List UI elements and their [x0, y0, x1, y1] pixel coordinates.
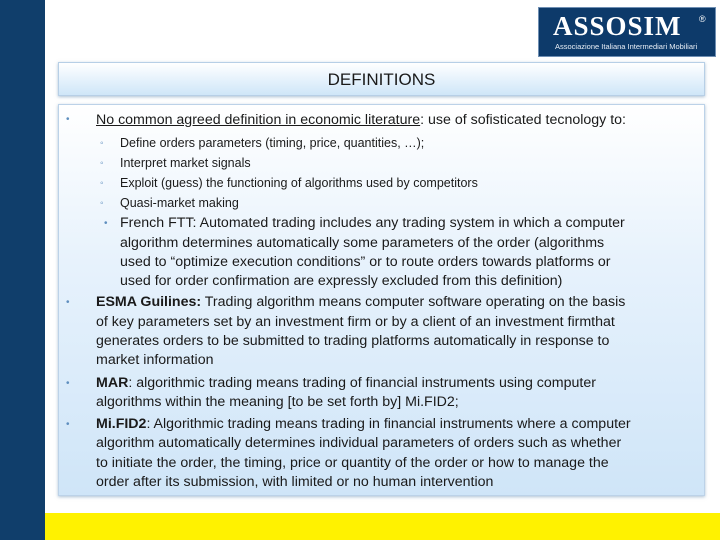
bullet-icon: • — [66, 114, 70, 125]
french-ftt-line — [120, 215, 625, 231]
intro-underlined: No common agreed definition in economic literature — [96, 112, 421, 128]
logo-registered-mark: ® — [699, 14, 706, 24]
intro-rest: : use of sofisticated tecnology to: — [420, 112, 626, 128]
mifid2-text: algorithm automatically determines individual parameters of orders such as whether — [96, 435, 622, 451]
sub-bullet-icon: ◦ — [100, 178, 104, 189]
logo-tagline: Associazione Italiana Intermediari Mobiliari — [555, 42, 698, 51]
french-ftt-text: used for order confirmation are expressly excluded from this definition) — [120, 273, 563, 289]
french-ftt-text: used to “optimize execution conditions” or to route orders towards platforms or — [120, 254, 611, 270]
sub-item: Interpret market signals — [120, 156, 251, 170]
mar-term: MAR — [96, 375, 129, 391]
sub-item: Exploit (guess) the functioning of algorithms used by competitors — [120, 176, 478, 190]
bottom-accent-bar — [45, 513, 720, 540]
mifid2-line — [96, 416, 631, 432]
esma-text: generates orders to be submitted to trading platforms automatically in response to — [96, 333, 610, 349]
sub-item: Define orders parameters (timing, price, quantities, …); — [120, 136, 425, 150]
title-box — [58, 62, 705, 96]
sub-bullet-icon: ◦ — [100, 158, 104, 169]
slide-title: DEFINITIONS — [327, 70, 436, 89]
esma-text: Trading algorithm means computer software operating on the basis — [201, 294, 626, 310]
french-ftt-text: : Automated trading includes any trading system in which a computer — [192, 215, 625, 231]
mifid2-text: order after its submission, with limited or no human intervention — [96, 474, 494, 490]
mifid2-text: to initiate the order, the timing, price or quantity of the order or how to manage the — [96, 455, 609, 471]
mar-line — [96, 375, 596, 391]
french-ftt-term: French FTT — [120, 215, 193, 231]
bullet-icon: • — [66, 378, 70, 389]
content-box — [58, 104, 705, 496]
esma-text: of key parameters set by an investment firm or by a client of an investment firmthat — [96, 314, 615, 330]
esma-line — [96, 294, 625, 310]
assosim-logo — [538, 7, 716, 57]
bullet-icon: • — [66, 297, 70, 308]
esma-text: market information — [96, 352, 214, 368]
mifid2-text: : Algorithmic trading means trading in financial instruments where a computer — [146, 416, 631, 432]
left-accent-bar — [0, 0, 45, 540]
french-ftt-text: algorithm determines automatically some parameters of the order (algorithms — [120, 235, 605, 251]
mar-text: algorithms within the meaning [to be set forth by] Mi.FID2; — [96, 394, 459, 410]
esma-term: ESMA Guilines: — [96, 294, 202, 310]
bullet-icon: • — [66, 419, 70, 430]
intro-line — [96, 112, 626, 128]
logo-name: ASSOSIM — [553, 11, 682, 41]
mar-text: : algorithmic trading means trading of financial instruments using computer — [128, 375, 596, 391]
bullet-icon: • — [104, 218, 108, 229]
sub-bullet-icon: ◦ — [100, 138, 104, 149]
mifid2-term: Mi.FID2 — [96, 416, 147, 432]
sub-item: Quasi-market making — [120, 196, 239, 210]
sub-bullet-icon: ◦ — [100, 198, 104, 209]
